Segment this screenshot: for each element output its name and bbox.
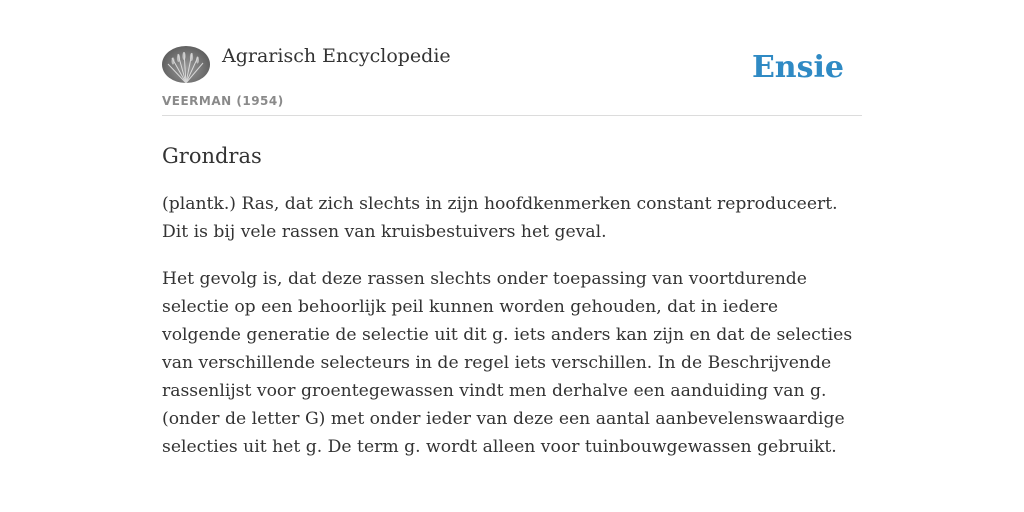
ensie-brand-link[interactable]: Ensie	[751, 50, 844, 85]
article-title: Grondras	[162, 144, 262, 168]
header	[162, 0, 862, 116]
book-title[interactable]: Agrarisch Encyclopedie	[222, 45, 451, 67]
article-body	[162, 190, 862, 461]
article-paragraph: Het gevolg is, dat deze rassen slechts onder toepassing van voortdurende selectie op een behoorlijk peil kunnen worden gehouden, dat in iedere volgende generatie de selectie uit dit g. iets anders kan zijn en dat de selecties van verschillende selecteurs in de regel iets verschillen. In de Beschrijvende rassenlijst voor groentegewassen vindt men derhalve een aanduiding van g. (onder de letter G) met onder ieder van deze een aantal aanbevelenswaardige selecties uit het g. De term g. wordt alleen voor tuinbouwgewassen gebruikt.	[162, 269, 853, 457]
article-paragraph: (plantk.) Ras, dat zich slechts in zijn hoofdkenmerken constant reproduceert. Dit is bij vele rassen van kruisbestuivers het geval.	[162, 194, 838, 242]
book-subtitle: VEERMAN (1954)	[162, 94, 284, 108]
content-container	[162, 0, 862, 480]
wheat-ears-icon[interactable]	[162, 46, 210, 83]
